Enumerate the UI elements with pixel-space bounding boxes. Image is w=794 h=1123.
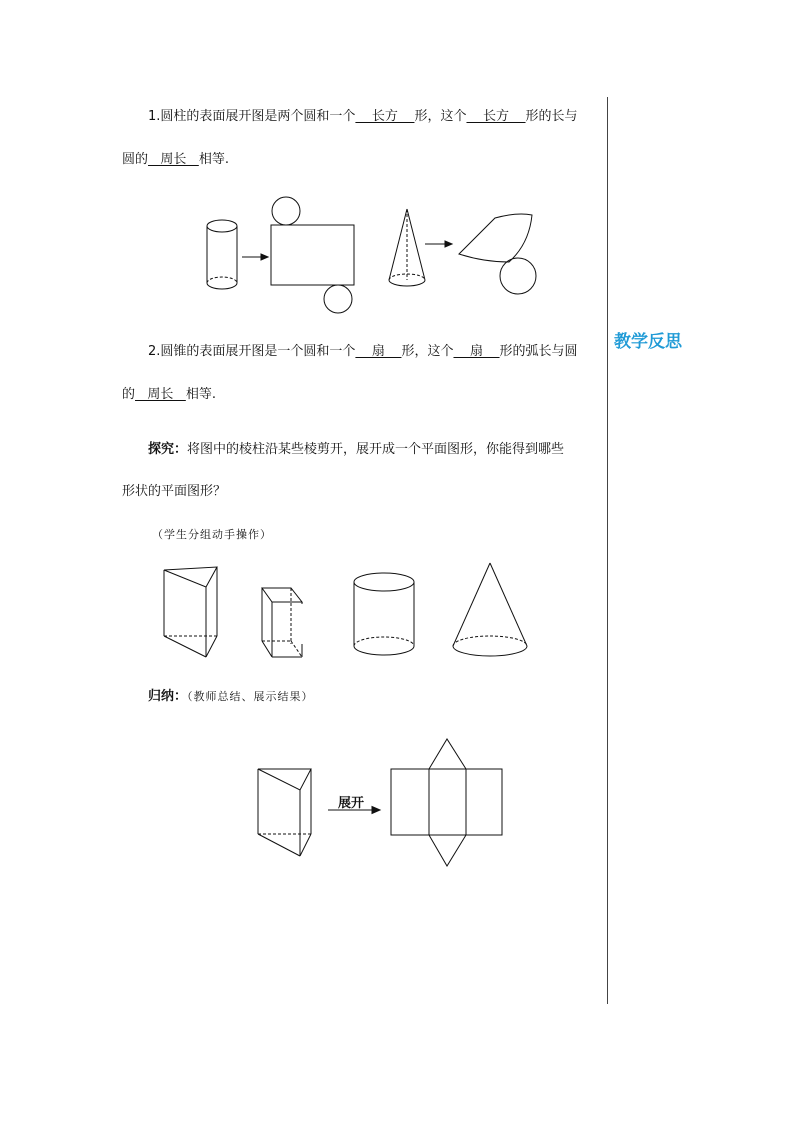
q1-text: 形的长与	[525, 109, 578, 124]
q1-text: 形，这个	[414, 109, 467, 124]
q2-text: 相等.	[185, 387, 216, 402]
explore-label: 探究：	[148, 442, 188, 457]
q1-blank-1: 长方	[355, 109, 415, 124]
q2-text: 形的弧长与圆	[499, 344, 578, 359]
reflection-title: 教学反思	[614, 332, 682, 352]
q2-text: 2.圆锥的表面展开图是一个圆和一个	[148, 344, 356, 359]
q1-blank-2: 长方	[466, 109, 526, 124]
q2-blank-2: 扇	[453, 344, 500, 359]
summary-note: （教师总结、展示结果）	[187, 690, 314, 703]
q1-text: 1.圆柱的表面展开图是两个圆和一个	[148, 109, 356, 124]
q2-blank-3: 周长	[135, 387, 186, 402]
explore-text: 将图中的棱柱沿某些棱剪开，展开成一个平面图形，你能得到哪些	[187, 442, 565, 457]
q2-blank-1: 扇	[355, 344, 402, 359]
q2-text: 形，这个	[401, 344, 454, 359]
q2-text: 的	[122, 387, 136, 402]
explore-note: （学生分组动手操作）	[152, 528, 272, 541]
q1-blank-3: 周长	[148, 152, 199, 167]
summary-label: 归纳：	[148, 689, 188, 704]
q1-text: 相等.	[198, 152, 229, 167]
q1-text: 圆的	[122, 152, 149, 167]
explore-text: 形状的平面图形？	[122, 484, 227, 499]
unfold-arrow-label: 展开	[338, 796, 365, 811]
